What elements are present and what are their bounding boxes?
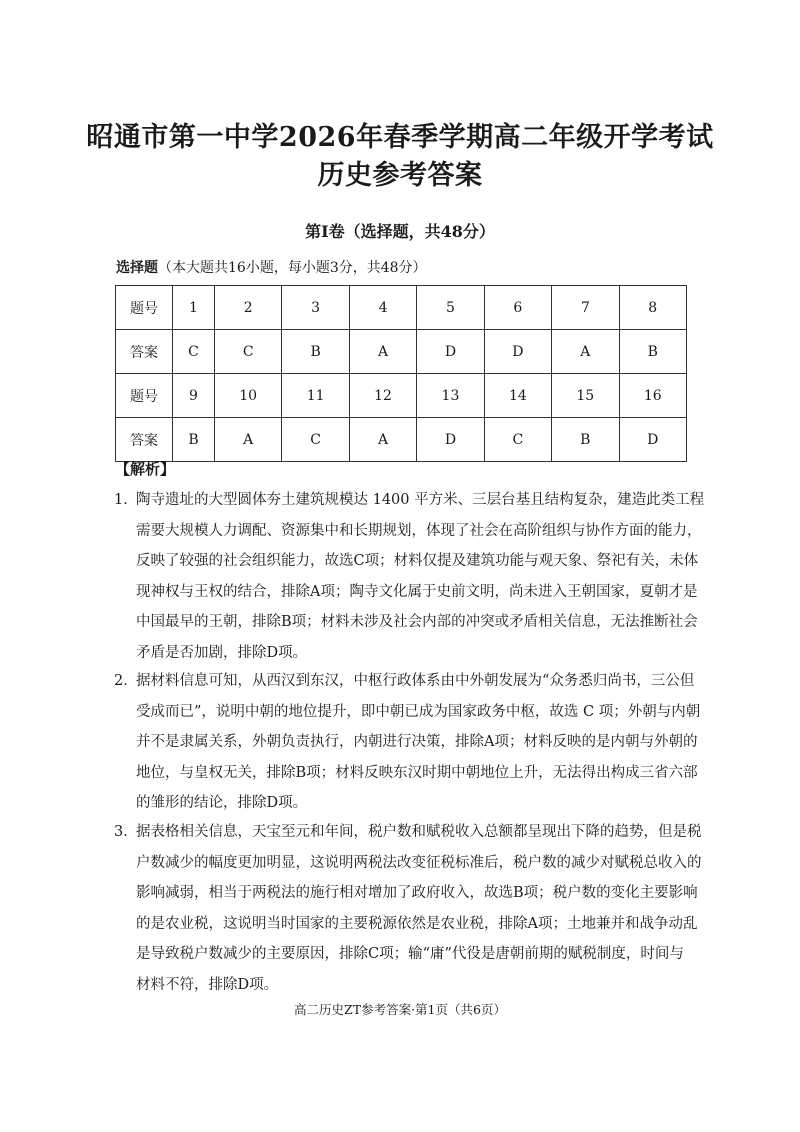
item-line: 矛盾是否加剧，排除D项。 xyxy=(136,644,308,661)
table-row xyxy=(116,374,687,418)
row-label: 答案 xyxy=(116,330,173,374)
item-line: 陶寺遗址的大型圆体夯土建筑规模达 1400 平方米、三层台基且结构复杂，建造此类工程 xyxy=(136,492,705,508)
table-cell: D xyxy=(417,330,484,374)
item-number: 2． xyxy=(114,673,138,689)
table-cell: A xyxy=(214,418,281,462)
table-cell: 16 xyxy=(619,374,687,418)
table-cell: B xyxy=(552,418,619,462)
item-line: 据表格相关信息，天宝至元和年间，税户数和赋税收入总额都呈现出下降的趋势，但是税 xyxy=(136,824,702,840)
table-cell: D xyxy=(484,330,551,374)
table-cell: 11 xyxy=(282,374,349,418)
item-line: 需要大规模人力调配、资源集中和长期规划，体现了社会在高阶组织与协作方面的能力， xyxy=(136,522,702,539)
table-cell: 14 xyxy=(484,374,551,418)
table-cell: B xyxy=(619,330,687,374)
document-subtitle: 历史参考答案 xyxy=(317,160,483,191)
item-line: 据材料信息可知，从西汉到东汉，中枢行政体系由中外朝发展为“众务悉归尚书，三公但 xyxy=(136,673,695,689)
row-label: 题号 xyxy=(116,374,173,418)
item-line: 并不是隶属关系，外朝负责执行，内朝进行决策，排除A项；材料反映的是内朝与外朝的 xyxy=(136,734,698,750)
item-number: 3． xyxy=(114,824,138,840)
item-line: 是导致税户数减少的主要原因，排除C项；输“庸”代役是唐朝前期的赋税制度，时间与 xyxy=(136,946,684,962)
table-cell: C xyxy=(173,330,215,374)
item-line: 的雏形的结论，排除D项。 xyxy=(136,795,308,811)
analysis-heading: 【解析】 xyxy=(115,460,176,478)
analysis-item xyxy=(114,817,702,1000)
table-cell: C xyxy=(282,418,349,462)
table-cell: 4 xyxy=(349,286,416,330)
table-cell: B xyxy=(282,330,349,374)
item-line: 的是农业税，这说明当时国家的主要税源依然是农业税，排除A项；土地兼并和战争动乱 xyxy=(136,915,698,932)
table-cell: 7 xyxy=(552,286,619,330)
table-row xyxy=(116,286,687,330)
document-title: 昭通市第一中学2026年春季学期高二年级开学考试 xyxy=(86,122,714,153)
section-title: 第Ⅰ卷（选择题，共48分） xyxy=(305,222,495,241)
table-cell: 2 xyxy=(214,286,281,330)
table-cell: 3 xyxy=(282,286,349,330)
item-line: 受成而已”，说明中朝的地位提升，即中朝已成为国家政务中枢，故选 C 项；外朝与内朝 xyxy=(136,703,701,720)
page-footer: 高二历史ZT参考答案·第1页（共6页） xyxy=(294,1002,506,1017)
item-line: 地位，与皇权无关，排除B项；材料反映东汉时期中朝地位上升，无法得出构成三省六部 xyxy=(136,764,698,781)
table-cell: 13 xyxy=(417,374,484,418)
table-cell: C xyxy=(214,330,281,374)
table-cell: 15 xyxy=(552,374,619,418)
table-cell: A xyxy=(349,330,416,374)
table-cell: 8 xyxy=(619,286,687,330)
table-cell: D xyxy=(417,418,484,462)
row-label: 答案 xyxy=(116,418,173,462)
analysis-item xyxy=(114,666,701,819)
table-cell: C xyxy=(484,418,551,462)
table-cell: 12 xyxy=(349,374,416,418)
section-subhead xyxy=(116,257,427,277)
item-line: 户数减少的幅度更加明显，这说明两税法改变征税标准后，税户数的减少对赋税总收入的 xyxy=(136,854,702,871)
table-cell: 5 xyxy=(417,286,484,330)
table-row xyxy=(116,330,687,374)
analysis-item xyxy=(114,485,705,668)
table-cell: B xyxy=(173,418,215,462)
table-cell: 1 xyxy=(173,286,215,330)
table-cell: 9 xyxy=(173,374,215,418)
item-line: 反映了较强的社会组织能力，故选C项；材料仅提及建筑功能与观天象、祭祀有关，未体 xyxy=(136,553,699,569)
item-number: 1． xyxy=(114,492,138,508)
item-line: 现神权与王权的结合，排除A项；陶寺文化属于史前文明，尚未进入王朝国家，夏朝才是 xyxy=(136,583,698,600)
item-line: 中国最早的王朝，排除B项；材料未涉及社会内部的冲突或矛盾相关信息，无法推断社会 xyxy=(136,614,698,630)
table-cell: A xyxy=(552,330,619,374)
item-line: 影响减弱，相当于两税法的施行相对增加了政府收入，故选B项；税户数的变化主要影响 xyxy=(136,885,698,901)
subhead-label: 选择题 xyxy=(116,260,158,276)
subhead-desc: （本大题共16小题，每小题3分，共48分） xyxy=(158,260,427,276)
answer-table xyxy=(115,285,687,462)
row-label: 题号 xyxy=(116,286,173,330)
table-row xyxy=(116,418,687,462)
table-cell: 6 xyxy=(484,286,551,330)
table-cell: D xyxy=(619,418,687,462)
table-cell: A xyxy=(349,418,416,462)
table-cell: 10 xyxy=(214,374,281,418)
item-line: 材料不符，排除D项。 xyxy=(136,976,279,993)
